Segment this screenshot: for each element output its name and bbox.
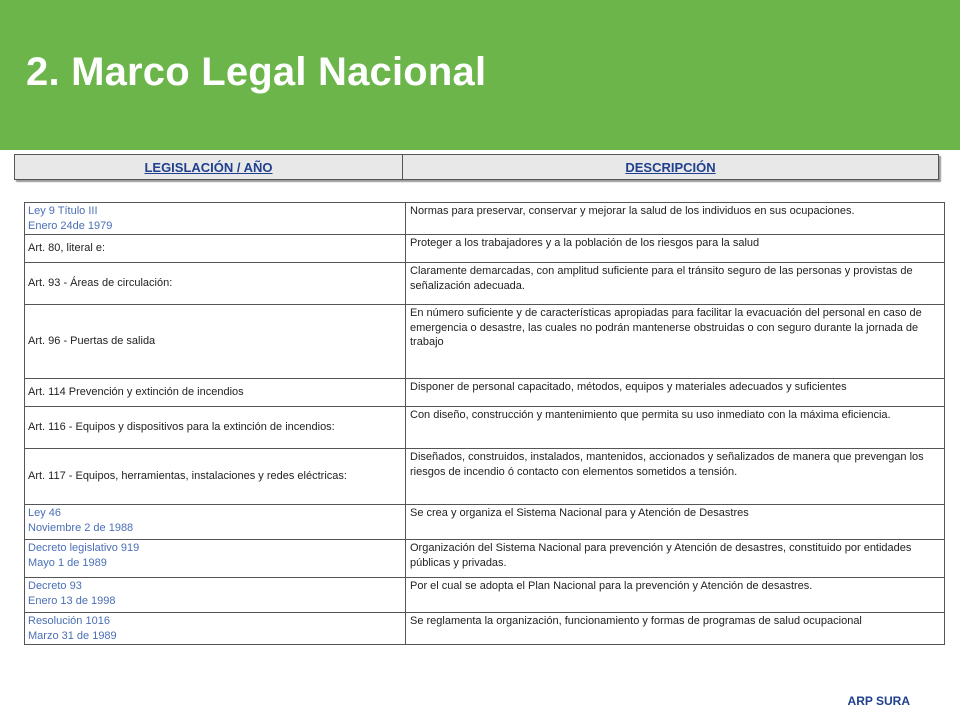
legislation-cell bbox=[25, 449, 406, 505]
table-row bbox=[25, 407, 945, 449]
description-cell: Disponer de personal capacitado, métodos, equipos y materiales adecuados y suficientes bbox=[406, 379, 945, 407]
title-banner bbox=[0, 0, 960, 150]
legislation-cell bbox=[25, 235, 406, 263]
legislation-name: Ley 9 Título III bbox=[28, 205, 98, 217]
table-row bbox=[25, 263, 945, 305]
legislation-cell bbox=[25, 540, 406, 578]
description-cell: Organización del Sistema Nacional para prevención y Atención de desastres, constituido por entidades públicas y privadas. bbox=[406, 540, 945, 578]
header-descripcion: DESCRIPCIÓN bbox=[403, 155, 939, 180]
header-legislacion: LEGISLACIÓN / AÑO bbox=[15, 155, 403, 180]
description-cell: Proteger a los trabajadores y a la población de los riesgos para la salud bbox=[406, 235, 945, 263]
legislation-name: Art. 96 - Puertas de salida bbox=[28, 335, 156, 348]
table-row bbox=[25, 578, 945, 613]
table-row bbox=[25, 540, 945, 578]
legislation-date: Enero 13 de 1998 bbox=[28, 594, 116, 607]
description-cell: Se reglamenta la organización, funcionamiento y formas de programas de salud ocupacional bbox=[406, 613, 945, 645]
legislation-cell bbox=[25, 379, 406, 407]
slide-title: 2. Marco Legal Nacional bbox=[26, 50, 487, 94]
legislation-name: Decreto 93 bbox=[28, 580, 82, 593]
table-header bbox=[14, 154, 939, 180]
legislation-date: Mayo 1 de 1989 bbox=[28, 556, 107, 569]
legislation-name: Art. 114 Prevención y extinción de incendios bbox=[28, 386, 244, 399]
legislation-cell bbox=[25, 407, 406, 449]
legal-table bbox=[24, 202, 945, 645]
legislation-cell bbox=[25, 263, 406, 305]
table-row bbox=[25, 235, 945, 263]
legislation-name: Ley 46 bbox=[28, 507, 62, 520]
legislation-name: Resolución 1016 bbox=[28, 615, 110, 628]
legislation-date: Noviembre 2 de 1988 bbox=[28, 521, 134, 534]
legislation-cell bbox=[25, 203, 406, 235]
description-cell: Normas para preservar, conservar y mejorar la salud de los individuos en sus ocupaciones. bbox=[406, 203, 945, 235]
legislation-name: Art. 116 - Equipos y dispositivos para la extinción de incendios: bbox=[28, 421, 335, 434]
description-cell: Se crea y organiza el Sistema Nacional para y Atención de Desastres bbox=[406, 505, 945, 540]
description-cell: Diseñados, construidos, instalados, mantenidos, accionados y señalizados de manera que prevengan los riesgos de incendio ó contacto con elementos sometidos a tensión. bbox=[406, 449, 945, 505]
legislation-date: Enero 24de 1979 bbox=[28, 219, 113, 232]
footer-brand: ARP SURA bbox=[847, 694, 910, 708]
table-row bbox=[25, 505, 945, 540]
table-row bbox=[25, 449, 945, 505]
table-row bbox=[25, 305, 945, 379]
legislation-cell bbox=[25, 613, 406, 645]
legislation-cell bbox=[25, 305, 406, 379]
description-cell: Por el cual se adopta el Plan Nacional para la prevención y Atención de desastres. bbox=[406, 578, 945, 613]
table-row bbox=[25, 379, 945, 407]
legislation-date: Marzo 31 de 1989 bbox=[28, 629, 117, 642]
description-cell: Con diseño, construcción y mantenimiento que permita su uso inmediato con la máxima eficiencia. bbox=[406, 407, 945, 449]
description-cell: En número suficiente y de características apropiadas para facilitar la evacuación del personal en caso de emergencia o desastre, las cuales no podrán mantenerse obstruidas o con seguro durante la jornada de trabajo bbox=[406, 305, 945, 379]
legislation-cell bbox=[25, 505, 406, 540]
description-cell: Claramente demarcadas, con amplitud suficiente para el tránsito seguro de las personas y provistas de señalización adecuada. bbox=[406, 263, 945, 305]
table-row bbox=[25, 613, 945, 645]
legislation-cell bbox=[25, 578, 406, 613]
legislation-name: Art. 117 - Equipos, herramientas, instalaciones y redes eléctricas: bbox=[28, 470, 347, 483]
legislation-name: Art. 93 - Áreas de circulación: bbox=[28, 277, 173, 290]
legislation-name: Decreto legislativo 919 bbox=[28, 542, 140, 555]
legislation-name: Art. 80, literal e: bbox=[28, 242, 106, 255]
table-row bbox=[25, 203, 945, 235]
